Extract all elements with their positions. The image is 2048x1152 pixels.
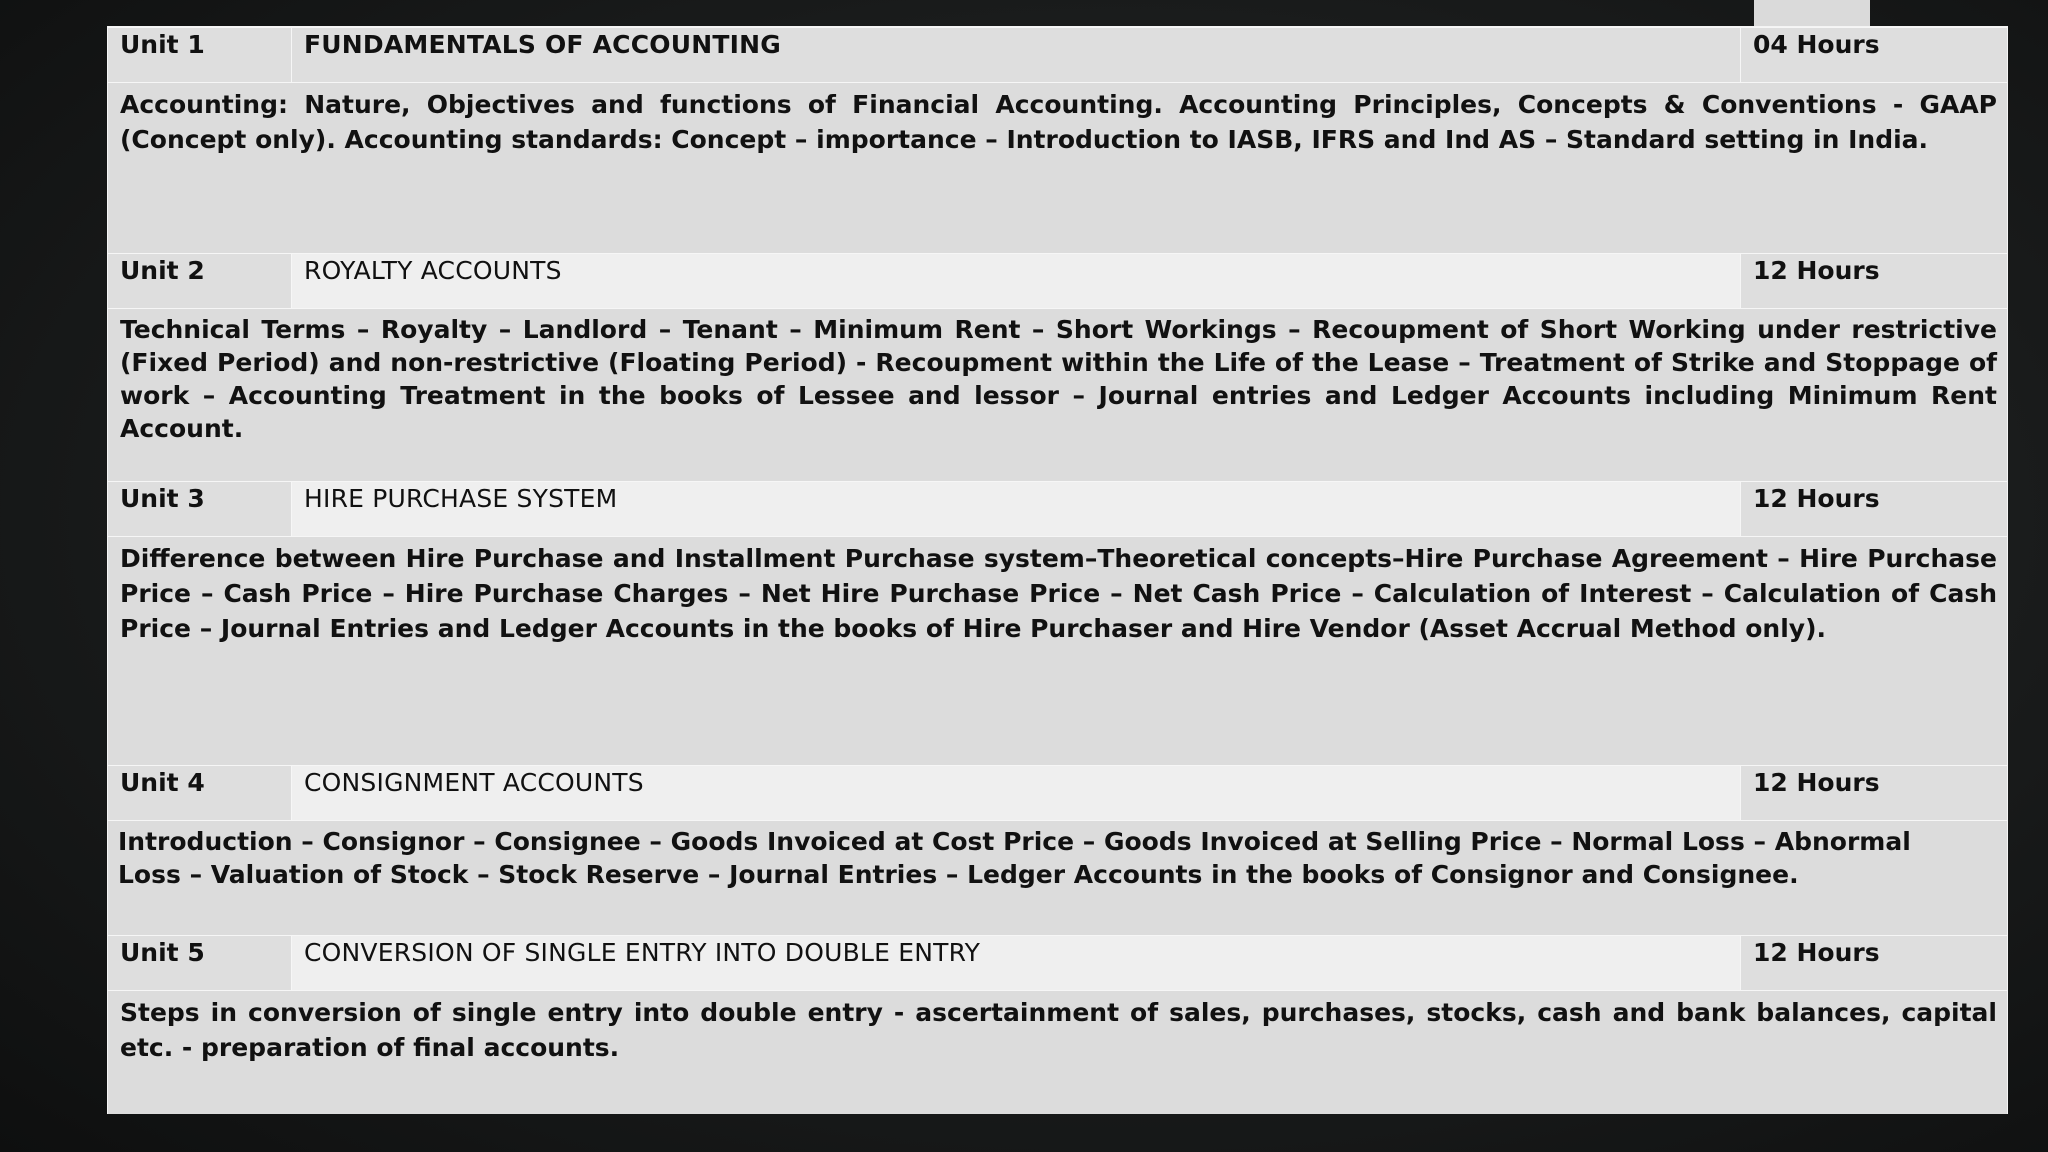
unit-1-hours: 04 Hours <box>1741 28 2007 82</box>
unit-3-hours: 12 Hours <box>1741 482 2007 536</box>
unit-4-header-row <box>108 765 2007 821</box>
syllabus-table <box>107 26 2008 1114</box>
unit-4-label: Unit 4 <box>108 766 292 820</box>
unit-2-title: ROYALTY ACCOUNTS <box>292 254 1741 308</box>
unit-1-title: FUNDAMENTALS OF ACCOUNTING <box>292 28 1741 82</box>
unit-3-title: HIRE PURCHASE SYSTEM <box>292 482 1741 536</box>
unit-1-label: Unit 1 <box>108 28 292 82</box>
unit-3-content: Difference between Hire Purchase and Installment Purchase system–Theoretical concepts–Hire Purchase Agreement – Hire Purchase Price – Cash Price – Hire Purchase Charges – Net Hire Purchase Price – Net Cash Price – Calculation of Interest – Calculation of Cash Price – Journal Entries and Ledger Accounts in the books of Hire Purchaser and Hire Vendor (Asset Accrual Method only). <box>108 537 2007 765</box>
unit-4-hours: 12 Hours <box>1741 766 2007 820</box>
unit-3-header-row <box>108 481 2007 537</box>
tab-notch <box>1754 0 1870 26</box>
unit-5-label: Unit 5 <box>108 936 292 990</box>
unit-2-header-row <box>108 253 2007 309</box>
unit-2-hours: 12 Hours <box>1741 254 2007 308</box>
unit-3-label: Unit 3 <box>108 482 292 536</box>
unit-5-header-row <box>108 935 2007 991</box>
unit-5-hours: 12 Hours <box>1741 936 2007 990</box>
unit-5-title: CONVERSION OF SINGLE ENTRY INTO DOUBLE ENTRY <box>292 936 1741 990</box>
unit-1-header-row <box>108 27 2007 83</box>
unit-4-title: CONSIGNMENT ACCOUNTS <box>292 766 1741 820</box>
unit-1-content: Accounting: Nature, Objectives and functions of Financial Accounting. Accounting Principles, Concepts & Conventions - GAAP (Concept only). Accounting standards: Concept – importance – Introduction to IASB, IFRS and Ind AS – Standard setting in India. <box>108 83 2007 253</box>
unit-5-content: Steps in conversion of single entry into double entry - ascertainment of sales, purchases, stocks, cash and bank balances, capital etc. - preparation of final accounts. <box>108 991 2007 1114</box>
unit-2-content: Technical Terms – Royalty – Landlord – Tenant – Minimum Rent – Short Workings – Recoupment of Short Working under restrictive (Fixed Period) and non-restrictive (Floating Period) - Recoupment within the Life of the Lease – Treatment of Strike and Stoppage of work – Accounting Treatment in the books of Lessee and lessor – Journal entries and Ledger Accounts including Minimum Rent Account. <box>108 309 2007 481</box>
unit-4-content: Introduction – Consignor – Consignee – Goods Invoiced at Cost Price – Goods Invoiced at Selling Price – Normal Loss – Abnormal Loss – Valuation of Stock – Stock Reserve – Journal Entries – Ledger Accounts in the books of Consignor and Consignee. <box>108 821 2007 935</box>
unit-2-label: Unit 2 <box>108 254 292 308</box>
